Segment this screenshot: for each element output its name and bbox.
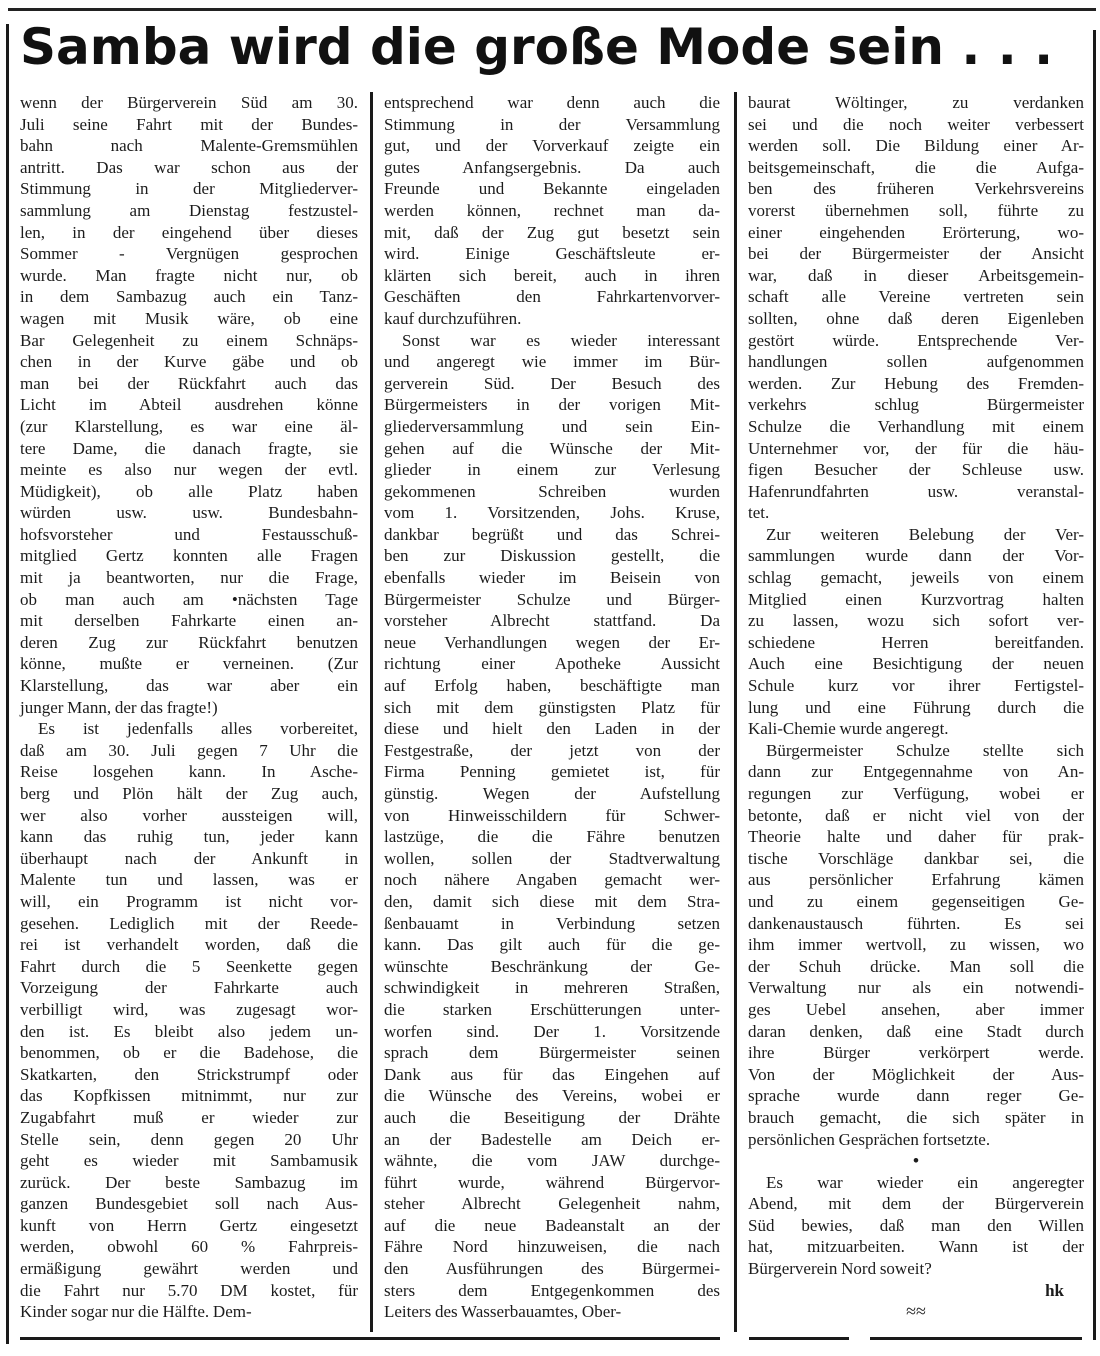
article-text-line: beitsgemeinschaft, die die Aufga- bbox=[748, 157, 1084, 177]
article-text-line: mit, daß der Zug gut besetzt sein bbox=[384, 222, 720, 242]
article-text-line: gut, und der Vorverkauf zeigte ein bbox=[384, 136, 720, 156]
article-text-line: Fähre Nord hinzuweisen, die nach bbox=[384, 1237, 720, 1257]
article-text-line: den, damit sich diese mit dem Stra- bbox=[384, 891, 720, 911]
article-text-line: Licht im Abteil ausdrehen könne bbox=[20, 395, 358, 415]
article-column-1 bbox=[20, 92, 358, 1323]
article-text-line: rei ist verhandelt worden, daß die bbox=[20, 935, 358, 955]
article-text-line: kunft von Herrn Gertz eingesetzt bbox=[20, 1215, 358, 1235]
article-text-line: sters dem Entgegenkommen des bbox=[384, 1280, 720, 1300]
article-text-line: Klarstellung, das war aber ein bbox=[20, 676, 358, 696]
article-text-line: gestört würde. Entsprechende Ver- bbox=[748, 330, 1084, 350]
article-text-line: Schule kurz vor ihrer Fertigstel- bbox=[748, 676, 1084, 696]
article-headline: Samba wird die große Mode sein . . . bbox=[20, 18, 1054, 76]
article-text-line: mit ja beantworten, nur die Frage, bbox=[20, 568, 358, 588]
article-text-line: Müdigkeit), ob alle Platz haben bbox=[20, 481, 358, 501]
article-text-line: wurde. Man fragte nicht nur, ob bbox=[20, 265, 358, 285]
article-text-line: schaft alle Vereine vertreten sein bbox=[748, 287, 1084, 307]
article-text-line: will, ein Programm ist nicht vor- bbox=[20, 891, 358, 911]
article-text-line: an der Badestelle am Deich er- bbox=[384, 1129, 720, 1149]
article-text-line: hat, mitzuarbeiten. Wann ist der bbox=[748, 1237, 1084, 1257]
article-text-line: wird. Einige Geschäftsleute er- bbox=[384, 244, 720, 264]
article-text-line: Auch eine Besichtigung der neuen bbox=[748, 654, 1084, 674]
article-text-line: diese und hielt den Laden in der bbox=[384, 719, 720, 739]
article-text-line: geht es wieder mit Sambamusik bbox=[20, 1151, 358, 1171]
article-text-line: Bürgermeister Schulze stellte sich bbox=[766, 740, 1084, 760]
article-text-line: überhaupt nach der Ankunft in bbox=[20, 848, 358, 868]
right-border-rule bbox=[1093, 30, 1096, 1340]
left-border-rule bbox=[6, 24, 9, 1344]
article-text-line: bei der Bürgermeister der Ansicht bbox=[748, 244, 1084, 264]
article-text-line: Bürgerverein Nord soweit? bbox=[748, 1259, 932, 1279]
article-text-line: brauch gemacht, die sich später in bbox=[748, 1107, 1084, 1127]
article-text-line: schlag gemacht, jeweils von einem bbox=[748, 568, 1084, 588]
article-text-line: Schulze die Verhandlung mit einem bbox=[748, 416, 1084, 436]
article-text-line: schiedene Herren bereitfanden. bbox=[748, 632, 1084, 652]
article-text-line: Theorie halte und daher für prak- bbox=[748, 827, 1084, 847]
article-text-line: wähnte, die vom JAW durchge- bbox=[384, 1151, 720, 1171]
article-text-line: verkehrs schlug Bürgermeister bbox=[748, 395, 1084, 415]
article-text-line: gekommenen Schreiben wurden bbox=[384, 481, 720, 501]
article-text-line: dankenaustausch führten. Es sei bbox=[748, 913, 1084, 933]
bottom-rule-mid bbox=[749, 1337, 849, 1340]
article-text-line: gesehen. Lediglich mit der Reede- bbox=[20, 913, 358, 933]
article-text-line: würden usw. usw. Bundesbahn- bbox=[20, 503, 358, 523]
article-text-line: tische Vorschläge dankbar sei, die bbox=[748, 848, 1084, 868]
article-text-line: Malente tun und lassen, was er bbox=[20, 870, 358, 890]
article-text-line: persönlichen Gesprächen fortsetzte. bbox=[748, 1129, 991, 1149]
article-text-line: kann. Das gilt auch für die ge- bbox=[384, 935, 720, 955]
article-text-line: Hafenrundfahrten usw. veranstal- bbox=[748, 481, 1084, 501]
section-bullet: • bbox=[913, 1151, 919, 1171]
article-text-line: Zur weiteren Belebung der Ver- bbox=[766, 524, 1084, 544]
end-ornament: ≈≈ bbox=[906, 1301, 926, 1322]
article-text-line: handlungen sollen aufgenommen bbox=[748, 352, 1084, 372]
article-text-line: wünschte Beschränkung der Ge- bbox=[384, 956, 720, 976]
article-text-line: benommen, ob er die Badehose, die bbox=[20, 1043, 358, 1063]
article-text-line: ihre Bürger verkörpert werde. bbox=[748, 1043, 1084, 1063]
article-text-line: zu lassen, wozu sich sofort ver- bbox=[748, 611, 1084, 631]
top-rule bbox=[8, 8, 1096, 11]
article-text-line: berg und Plön hält der Zug auch, bbox=[20, 784, 358, 803]
article-text-line: man bei der Rückfahrt auch das bbox=[20, 373, 358, 393]
bottom-rule-right bbox=[870, 1337, 1082, 1340]
article-text-line: mit derselben Fahrkarte einen an- bbox=[20, 611, 358, 631]
article-text-line: wagen mit Musik wäre, ob eine bbox=[20, 308, 358, 328]
article-text-line: Verwaltung nur als ein notwendi- bbox=[748, 978, 1084, 998]
article-text-line: bahn nach Malente-Gremsmühlen bbox=[20, 136, 358, 156]
article-text-line: worfen sind. Der 1. Vorsitzende bbox=[384, 1021, 720, 1041]
article-text-line: in dem Sambazug auch ein Tanz- bbox=[20, 287, 358, 307]
article-text-line: wer also vorher aussteigen will, bbox=[20, 805, 358, 825]
article-text-line: noch nähere Angaben gemacht wer- bbox=[384, 870, 720, 890]
article-text-line: ebenfalls wieder im Beisein von bbox=[384, 568, 720, 588]
article-text-line: chen in der Kurve gäbe und ob bbox=[20, 352, 358, 372]
article-text-line: wollen, sollen der Stadtverwaltung bbox=[384, 848, 720, 868]
article-text-line: Freunde und Bekannte eingeladen bbox=[384, 179, 720, 199]
article-text-line: Vorzeigung der Fahrkarte auch bbox=[20, 978, 358, 998]
article-text-line: tet. bbox=[748, 503, 770, 523]
article-text-line: und zu einem gegenseitigen Ge- bbox=[748, 891, 1084, 911]
article-text-line: von Hinweisschildern für Schwer- bbox=[384, 805, 720, 825]
article-text-line: sammlungen wurde dann der Vor- bbox=[748, 546, 1084, 566]
article-text-line: die Fahrt nur 5.70 DM kostet, für bbox=[20, 1280, 358, 1300]
article-text-line: gliederversammlung und sein Ein- bbox=[384, 416, 720, 436]
article-text-line: Festgestraße, der jetzt von der bbox=[384, 740, 720, 760]
article-text-line: werden können, rechnet man da- bbox=[384, 200, 720, 220]
article-text-line: lung und eine Führung durch die bbox=[748, 697, 1084, 717]
article-text-line: schwindigkeit in mehreren Straßen, bbox=[384, 978, 720, 998]
article-text-line: auf Erfolg haben, beschäftigte man bbox=[384, 676, 720, 696]
article-text-line: betonte, daß er nicht viel von der bbox=[748, 805, 1084, 825]
article-text-line: vorsteher Albrecht stattfand. Da bbox=[384, 611, 720, 631]
column-divider-1 bbox=[370, 92, 373, 1332]
article-text-line: daß am 30. Juli gegen 7 Uhr die bbox=[20, 740, 358, 760]
article-text-line: Bürgermeisters in der vorigen Mit- bbox=[384, 395, 720, 415]
article-text-line: Fahrt durch die 5 Seenkette gegen bbox=[20, 956, 358, 976]
article-text-line: den ist. Es bleibt also jedem un- bbox=[20, 1021, 358, 1041]
article-text-line: aus persönlicher Erfahrung kämen bbox=[748, 870, 1084, 890]
article-text-line: glieder in einem zur Verlesung bbox=[384, 460, 720, 480]
article-text-line: deren Zug zur Rückfahrt benutzen bbox=[20, 632, 358, 652]
column-divider-2 bbox=[734, 92, 737, 1332]
article-text-line: klärten sich bereit, auch in ihren bbox=[384, 265, 720, 285]
article-text-line: Leiters des Wasserbauamtes, Ober- bbox=[384, 1302, 622, 1322]
article-text-line: das Kopfkissen mitnimmt, nur zur bbox=[20, 1086, 358, 1106]
article-text-line: Bar Gelegenheit zu einem Schnäps- bbox=[20, 330, 358, 350]
article-text-line: ermäßigung gewährt werden und bbox=[20, 1259, 358, 1279]
article-text-line: sich mit dem günstigsten Platz für bbox=[384, 697, 720, 717]
article-text-line: Von der Möglichkeit der Aus- bbox=[748, 1064, 1084, 1084]
article-text-line: den Ausführungen des Bürgermei- bbox=[384, 1259, 720, 1279]
article-text-line: Süd bewies, daß man den Willen bbox=[748, 1215, 1084, 1235]
article-text-line: junger Mann, der das fragte!) bbox=[20, 697, 218, 717]
article-text-line: antritt. Das war schon aus der bbox=[20, 157, 358, 177]
article-text-line: neue Verhandlungen wegen der Er- bbox=[384, 632, 720, 652]
article-text-line: verbilligt wird, was zugesagt wor- bbox=[20, 999, 358, 1019]
article-text-line: die starken Erschütterungen unter- bbox=[384, 999, 720, 1019]
article-text-line: baurat Wöltinger, zu verdanken bbox=[748, 93, 1084, 112]
article-text-line: regungen zur Verfügung, wobei er bbox=[748, 784, 1084, 803]
article-text-line: ob man auch am •nächsten Tage bbox=[20, 589, 358, 609]
article-text-line: kauf durchzuführen. bbox=[384, 308, 522, 328]
article-text-line: Geschäften den Fahrkartenvorver- bbox=[384, 287, 720, 307]
article-text-line: Zugabfahrt muß er wieder zur bbox=[20, 1107, 358, 1127]
article-text-line: ges Uebel ansehen, aber immer bbox=[748, 999, 1084, 1019]
article-column-2 bbox=[384, 92, 720, 1323]
article-text-line: führt wurde, während Bürgervor- bbox=[384, 1172, 720, 1192]
article-text-line: ihm immer wertvoll, zu wissen, wo bbox=[748, 935, 1084, 955]
article-text-line: Es ist jedenfalls alles vorbereitet, bbox=[38, 719, 358, 739]
article-text-line: werden. Zur Hebung des Fremden- bbox=[748, 373, 1084, 393]
article-text-line: Firma Penning gemietet ist, für bbox=[384, 762, 720, 782]
article-text-line: ben des früheren Verkehrsvereins bbox=[748, 179, 1084, 199]
article-text-line: Stimmung in der Mitgliederver- bbox=[20, 179, 358, 199]
article-text-line: und angeregt wie immer im Bür- bbox=[384, 352, 720, 372]
bottom-rule-left bbox=[20, 1337, 720, 1340]
article-text-line: Mitglied einen Kurzvortrag halten bbox=[748, 589, 1084, 609]
article-text-line: auf die neue Badeanstalt an der bbox=[384, 1215, 720, 1235]
article-text-line: Stimmung in der Versammlung bbox=[384, 114, 720, 134]
article-text-line: gutes Anfangsergebnis. Da auch bbox=[384, 157, 720, 177]
article-text-line: sollten, ohne daß deren Eigenleben bbox=[748, 308, 1084, 328]
article-text-line: ganzen Bundesgebiet soll nach Aus- bbox=[20, 1194, 358, 1214]
article-text-line: Skatkarten, den Strickstrumpf oder bbox=[20, 1064, 358, 1084]
article-text-line: Bürgermeister Schulze und Bürger- bbox=[384, 589, 720, 609]
article-text-line: gerverein Süd. Der Besuch des bbox=[384, 373, 720, 393]
article-text-line: gehen auf die Wünsche der Mit- bbox=[384, 438, 720, 458]
article-text-line: Juli seine Fahrt mit der Bundes- bbox=[20, 114, 358, 134]
article-text-line: Abend, mit dem der Bürgerverein bbox=[748, 1194, 1084, 1214]
article-text-line: Kali-Chemie wurde angeregt. bbox=[748, 719, 949, 739]
article-text-line: steher Albrecht Gelegenheit nahm, bbox=[384, 1194, 720, 1214]
article-text-line: einer eingehenden Erörterung, wo- bbox=[748, 222, 1084, 242]
article-text-line: figen Besucher der Schleuse usw. bbox=[748, 460, 1084, 480]
article-text-line: Reise losgehen kann. In Asche- bbox=[20, 762, 358, 782]
article-text-line: Kinder sogar nur die Hälfte. Dem- bbox=[20, 1302, 252, 1322]
article-text-line: sprache wurde dann reger Ge- bbox=[748, 1086, 1084, 1106]
article-text-line: Dank aus für das Eingehen auf bbox=[384, 1064, 720, 1084]
article-column-3 bbox=[748, 92, 1084, 1323]
article-text-line: könne, mußte er verneinen. (Zur bbox=[20, 654, 358, 674]
article-text-line: len, in der eingehend über dieses bbox=[20, 222, 358, 242]
article-text-line: Sonst war es wieder interessant bbox=[402, 330, 720, 350]
article-text-line: vorerst übernehmen soll, führte zu bbox=[748, 200, 1084, 220]
article-text-line: (zur Klarstellung, es war eine äl- bbox=[20, 416, 358, 436]
article-text-line: meinte es also nur wegen der evtl. bbox=[20, 460, 358, 480]
article-text-line: sammlung am Dienstag festzustel- bbox=[20, 200, 358, 220]
article-text-line: wenn der Bürgerverein Süd am 30. bbox=[20, 93, 358, 112]
article-text-line: lastzüge, die die Fähre benutzen bbox=[384, 827, 720, 847]
article-text-line: ßenbauamt in Verbindung setzen bbox=[384, 913, 720, 933]
article-text-line: richtung einer Apotheke Aussicht bbox=[384, 654, 720, 674]
article-text-line: zurück. Der beste Sambazug im bbox=[20, 1172, 358, 1192]
article-text-line: daran denken, daß eine Stadt durch bbox=[748, 1021, 1084, 1041]
article-text-line: werden, obwohl 60 % Fahrpreis- bbox=[20, 1237, 358, 1257]
article-text-line: auch die Beseitigung der Drähte bbox=[384, 1107, 720, 1127]
article-text-line: entsprechend war denn auch die bbox=[384, 93, 720, 112]
article-text-line: die Wünsche des Vereins, wobei er bbox=[384, 1086, 720, 1106]
article-text-line: der Schuh drücke. Man soll die bbox=[748, 956, 1084, 976]
article-text-line: werden soll. Die Bildung einer Ar- bbox=[748, 136, 1084, 156]
article-text-line: kann das ruhig tun, jeder kann bbox=[20, 827, 358, 847]
article-text-line: Es war wieder ein angeregter bbox=[766, 1172, 1084, 1192]
article-text-line: war, daß in dieser Arbeitsgemein- bbox=[748, 265, 1084, 285]
article-text-line: hofsvorsteher und Festausschuß- bbox=[20, 524, 358, 544]
article-text-line: Unternehmer vor, der für die häu- bbox=[748, 438, 1084, 458]
article-text-line: Sommer - Vergnügen gesprochen bbox=[20, 244, 358, 264]
article-text-line: günstig. Wegen der Aufstellung bbox=[384, 784, 720, 803]
article-text-line: mitglied Gertz konnten alle Fragen bbox=[20, 546, 358, 566]
article-text-line: dankbar begrüßt und das Schrei- bbox=[384, 524, 720, 544]
article-text-line: vom 1. Vorsitzenden, Johs. Kruse, bbox=[384, 503, 720, 523]
article-text-line: sprach dem Bürgermeister seinen bbox=[384, 1043, 720, 1063]
article-text-line: ben zur Diskussion gestellt, die bbox=[384, 546, 720, 566]
article-text-line: dann zur Entgegennahme von An- bbox=[748, 762, 1084, 782]
article-text-line: tere Dame, die danach fragte, sie bbox=[20, 438, 358, 458]
article-text-line: Stelle sein, denn gegen 20 Uhr bbox=[20, 1129, 358, 1149]
article-text-line: sei und die noch weiter verbessert bbox=[748, 114, 1084, 134]
author-initials: hk bbox=[1045, 1280, 1064, 1300]
